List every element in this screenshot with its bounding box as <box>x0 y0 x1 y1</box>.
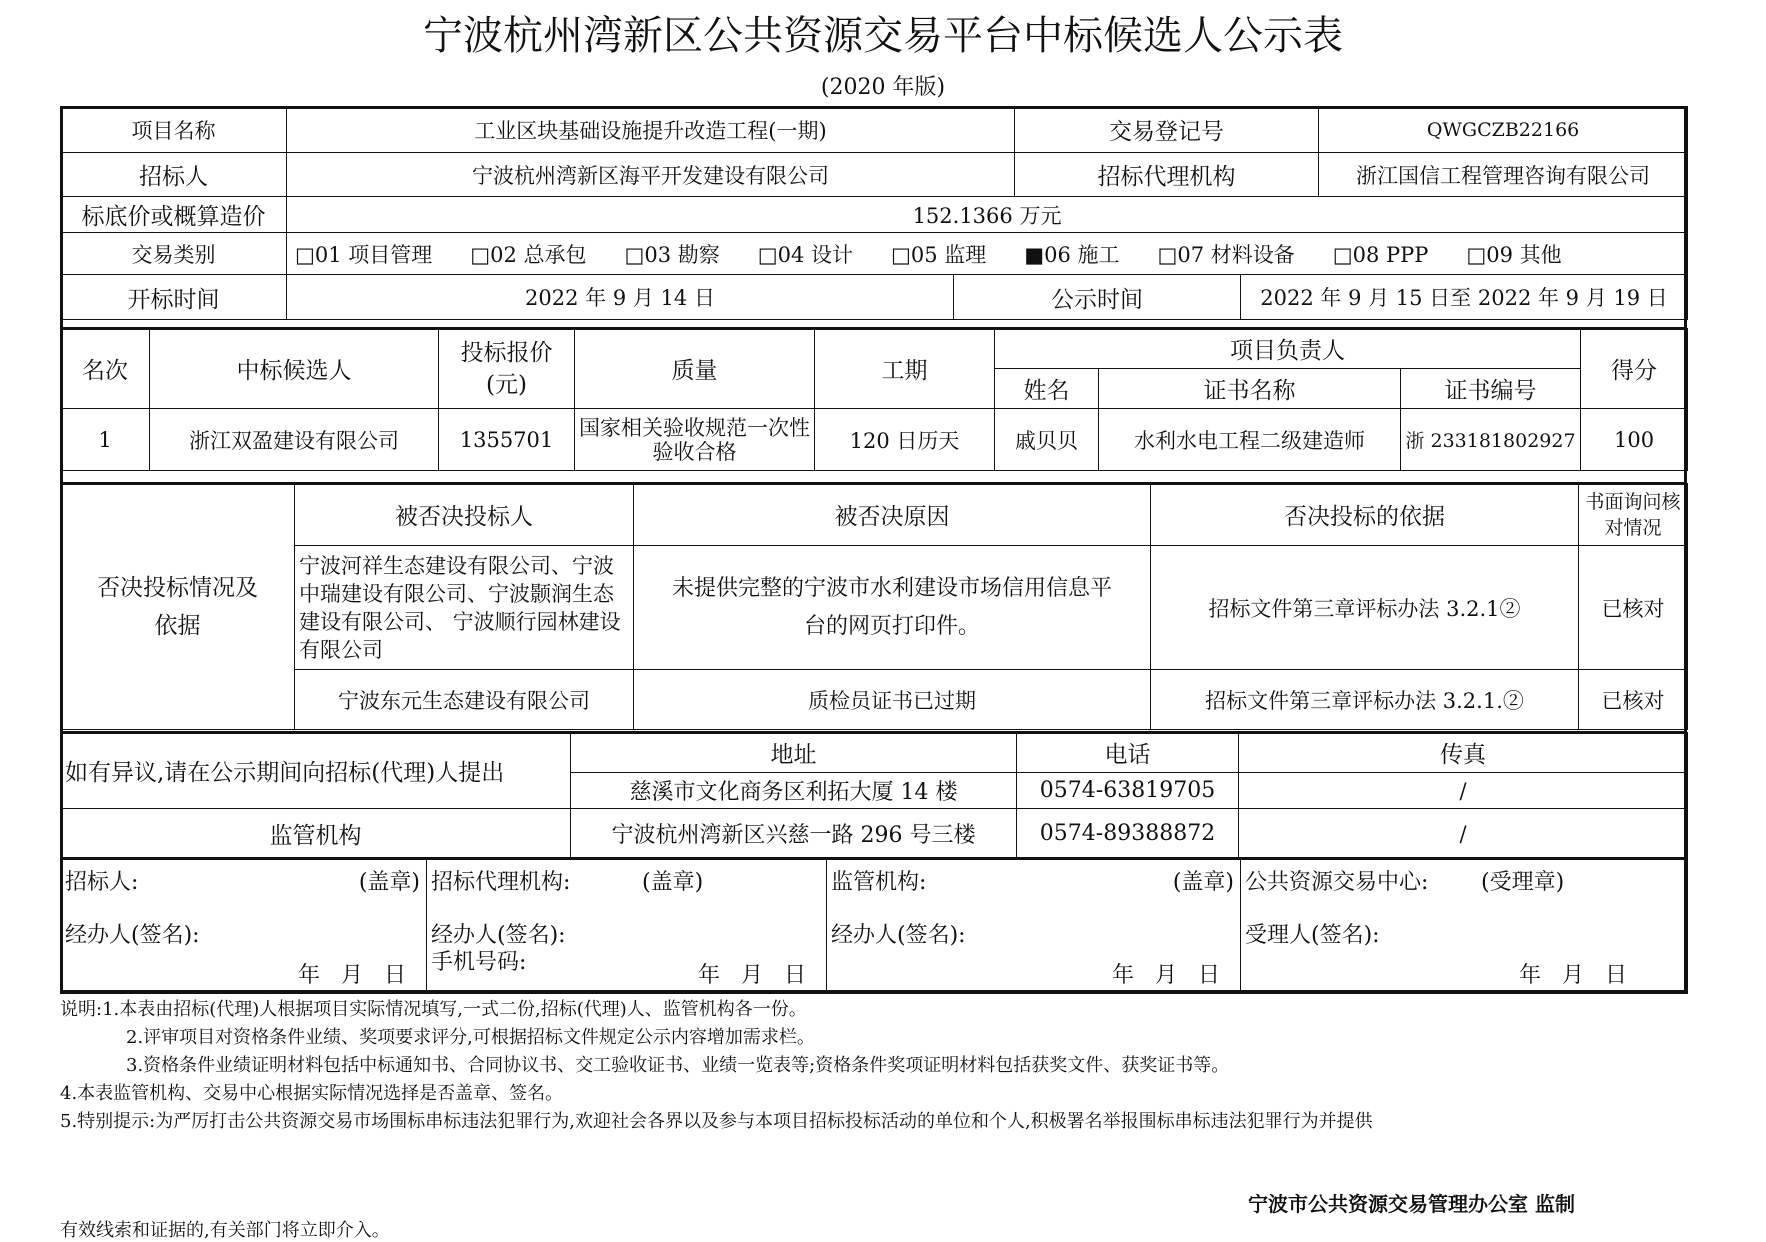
bid-price-header: 投标报价(元) <box>439 329 575 409</box>
date-label: 年 月 日 <box>1112 963 1220 988</box>
note-item: 3.资格条件业绩证明材料包括中标通知书、合同协议书、交工验收证书、业绩一览表等;资格条件奖项证明材料包括获奖文件、获奖证书等。 <box>126 1055 1230 1076</box>
type-option-project-management: □01 项目管理 <box>295 242 433 267</box>
agency-fax: / <box>1239 773 1688 809</box>
type-option-ppp: □08 PPP <box>1332 242 1429 267</box>
cert-name-header: 证书名称 <box>1099 369 1401 409</box>
seal-label: (受理章) <box>1481 870 1565 895</box>
candidate-bid-price: 1355701 <box>439 409 575 471</box>
rejection-reason: 未提供完整的宁波市水利建设市场信用信息平台的网页打印件。 <box>634 546 1151 670</box>
note-item: 2.评审项目对资格条件业绩、奖项要求评分,可根据招标文件规定公示内容增加需求栏。 <box>126 1027 815 1048</box>
section-divider <box>60 482 1687 485</box>
transaction-type-options <box>287 233 1688 275</box>
type-option-supervision: □05 监理 <box>891 242 987 267</box>
rejection-reason: 质检员证书已过期 <box>634 670 1151 730</box>
duration-header: 工期 <box>815 329 995 409</box>
rejection-basis: 招标文件第三章评标办法 3.2.1.② <box>1151 670 1579 730</box>
phone-header: 电话 <box>1017 733 1239 773</box>
signature-block-agency <box>427 859 827 994</box>
inquiry-check-status: 已核对 <box>1579 546 1688 670</box>
type-option-construction: ■06 施工 <box>1024 242 1120 267</box>
project-info-table <box>60 106 1688 320</box>
tenderer-label: 招标人 <box>61 153 287 197</box>
rejection-reason-header: 被否决原因 <box>634 484 1151 546</box>
regulator-fax: / <box>1239 809 1688 859</box>
table-row <box>61 546 1688 670</box>
seal-label: (盖章) <box>1172 870 1234 895</box>
transaction-type-label: 交易类别 <box>61 233 287 275</box>
signature-org: 监管机构: <box>831 870 927 895</box>
bid-opening-date: 2022 年 9 月 14 日 <box>287 275 954 320</box>
type-option-survey: □03 勘察 <box>624 242 720 267</box>
note-item: 4.本表监管机构、交易中心根据实际情况选择是否盖章、签名。 <box>60 1083 564 1104</box>
registration-label: 交易登记号 <box>1015 107 1319 153</box>
section-divider <box>60 731 1687 734</box>
rank-header: 名次 <box>61 329 150 409</box>
signature-block-tenderer <box>61 859 427 994</box>
rejected-bidder-names: 宁波河祥生态建设有限公司、宁波中瑞建设有限公司、宁波颢润生态建设有限公司、 宁波顺行园林建设有限公司 <box>295 546 634 670</box>
project-name: 工业区块基础设施提升改造工程(一期) <box>287 107 1015 153</box>
candidate-header: 中标候选人 <box>150 329 439 409</box>
note-continuation: 有效线索和证据的,有关部门将立即介入。 <box>60 1220 390 1241</box>
manager-name-header: 姓名 <box>995 369 1099 409</box>
quality-header: 质量 <box>575 329 815 409</box>
date-label: 年 月 日 <box>1519 963 1627 988</box>
manager-header: 项目负责人 <box>995 329 1581 369</box>
cert-number-header: 证书编号 <box>1401 369 1581 409</box>
section-divider <box>60 327 1687 330</box>
supervisor-footer: 宁波市公共资源交易管理办公室 监制 <box>1248 1192 1575 1216</box>
agency-phone: 0574-63819705 <box>1017 773 1239 809</box>
project-name-label: 项目名称 <box>61 107 287 153</box>
note-item: 5.特别提示:为严厉打击公共资源交易市场围标串标违法犯罪行为,欢迎社会各界以及参与本项目招标投标活动的单位和个人,积极署名举报围标串标违法犯罪行为并提供 <box>60 1111 1373 1132</box>
type-option-general-contracting: □02 总承包 <box>470 242 587 267</box>
document-title: 宁波杭州湾新区公共资源交易平台中标候选人公示表 <box>423 13 1343 59</box>
regulator-address: 宁波杭州湾新区兴慈一路 296 号三楼 <box>571 809 1017 859</box>
objection-contact-table <box>60 732 1688 859</box>
manager-name: 戚贝贝 <box>995 409 1099 471</box>
edition-label: (2020 年版) <box>820 75 946 100</box>
signature-block-trading-center <box>1241 859 1688 994</box>
rejected-bidder-header: 被否决投标人 <box>295 484 634 546</box>
table-row <box>61 670 1688 730</box>
signature-org: 招标代理机构: <box>431 870 571 895</box>
table-row <box>61 409 1688 471</box>
address-header: 地址 <box>571 733 1017 773</box>
candidate-rank: 1 <box>61 409 150 471</box>
signature-table <box>60 858 1688 994</box>
notes-section <box>60 996 1740 1136</box>
seal-label: (盖章) <box>642 870 704 895</box>
publicity-period: 2022 年 9 月 15 日至 2022 年 9 月 19 日 <box>1241 275 1688 320</box>
note-item: 说明:1.本表由招标(代理)人根据项目实际情况填写,一式二份,招标(代理)人、监管机构各一份。 <box>60 999 807 1020</box>
publicity-label: 公示时间 <box>954 275 1241 320</box>
candidate-duration: 120 日历天 <box>815 409 995 471</box>
handler-label: 受理人(签名): <box>1245 923 1380 948</box>
tenderer-name: 宁波杭州湾新区海平开发建设有限公司 <box>287 153 1015 197</box>
estimated-price: 152.1366 万元 <box>287 197 1688 233</box>
inquiry-check-header: 书面询问核对情况 <box>1579 484 1688 546</box>
handler-label: 经办人(签名): <box>831 923 966 948</box>
candidate-score: 100 <box>1581 409 1688 471</box>
type-option-materials: □07 材料设备 <box>1157 242 1295 267</box>
type-option-other: □09 其他 <box>1466 242 1562 267</box>
signature-block-regulator <box>827 859 1241 994</box>
rejected-bidder-names: 宁波东元生态建设有限公司 <box>295 670 634 730</box>
section-divider <box>60 857 1687 860</box>
agency-label: 招标代理机构 <box>1015 153 1319 197</box>
candidate-quality: 国家相关验收规范一次性验收合格 <box>575 409 815 471</box>
regulator-label: 监管机构 <box>61 809 571 859</box>
score-header: 得分 <box>1581 329 1688 409</box>
handler-label: 经办人(签名): <box>65 923 200 948</box>
price-label: 标底价或概算造价 <box>61 197 287 233</box>
bid-opening-label: 开标时间 <box>61 275 287 320</box>
date-label: 年 月 日 <box>298 963 406 988</box>
registration-number: QWGCZB22166 <box>1319 107 1688 153</box>
seal-label: (盖章) <box>358 870 420 895</box>
inquiry-check-status: 已核对 <box>1579 670 1688 730</box>
rejected-section-label: 否决投标情况及依据 <box>61 484 295 730</box>
candidate-name: 浙江双盈建设有限公司 <box>150 409 439 471</box>
mobile-label: 手机号码: <box>431 950 527 975</box>
manager-cert-name: 水利水电工程二级建造师 <box>1099 409 1401 471</box>
fax-header: 传真 <box>1239 733 1688 773</box>
signature-org: 公共资源交易中心: <box>1245 870 1429 895</box>
rejection-basis-header: 否决投标的依据 <box>1151 484 1579 546</box>
date-label: 年 月 日 <box>698 963 806 988</box>
handler-label: 经办人(签名): <box>431 923 566 948</box>
manager-cert-number: 浙 233181802927 <box>1401 409 1581 471</box>
rejected-bids-table <box>60 483 1688 730</box>
candidate-table <box>60 328 1688 471</box>
agency-address: 慈溪市文化商务区利拓大厦 14 楼 <box>571 773 1017 809</box>
agency-name: 浙江国信工程管理咨询有限公司 <box>1319 153 1688 197</box>
type-option-design: □04 设计 <box>757 242 853 267</box>
regulator-phone: 0574-89388872 <box>1017 809 1239 859</box>
rejection-basis: 招标文件第三章评标办法 3.2.1② <box>1151 546 1579 670</box>
objection-instruction: 如有异议,请在公示期间向招标(代理)人提出 <box>61 733 571 809</box>
signature-org: 招标人: <box>65 870 139 895</box>
